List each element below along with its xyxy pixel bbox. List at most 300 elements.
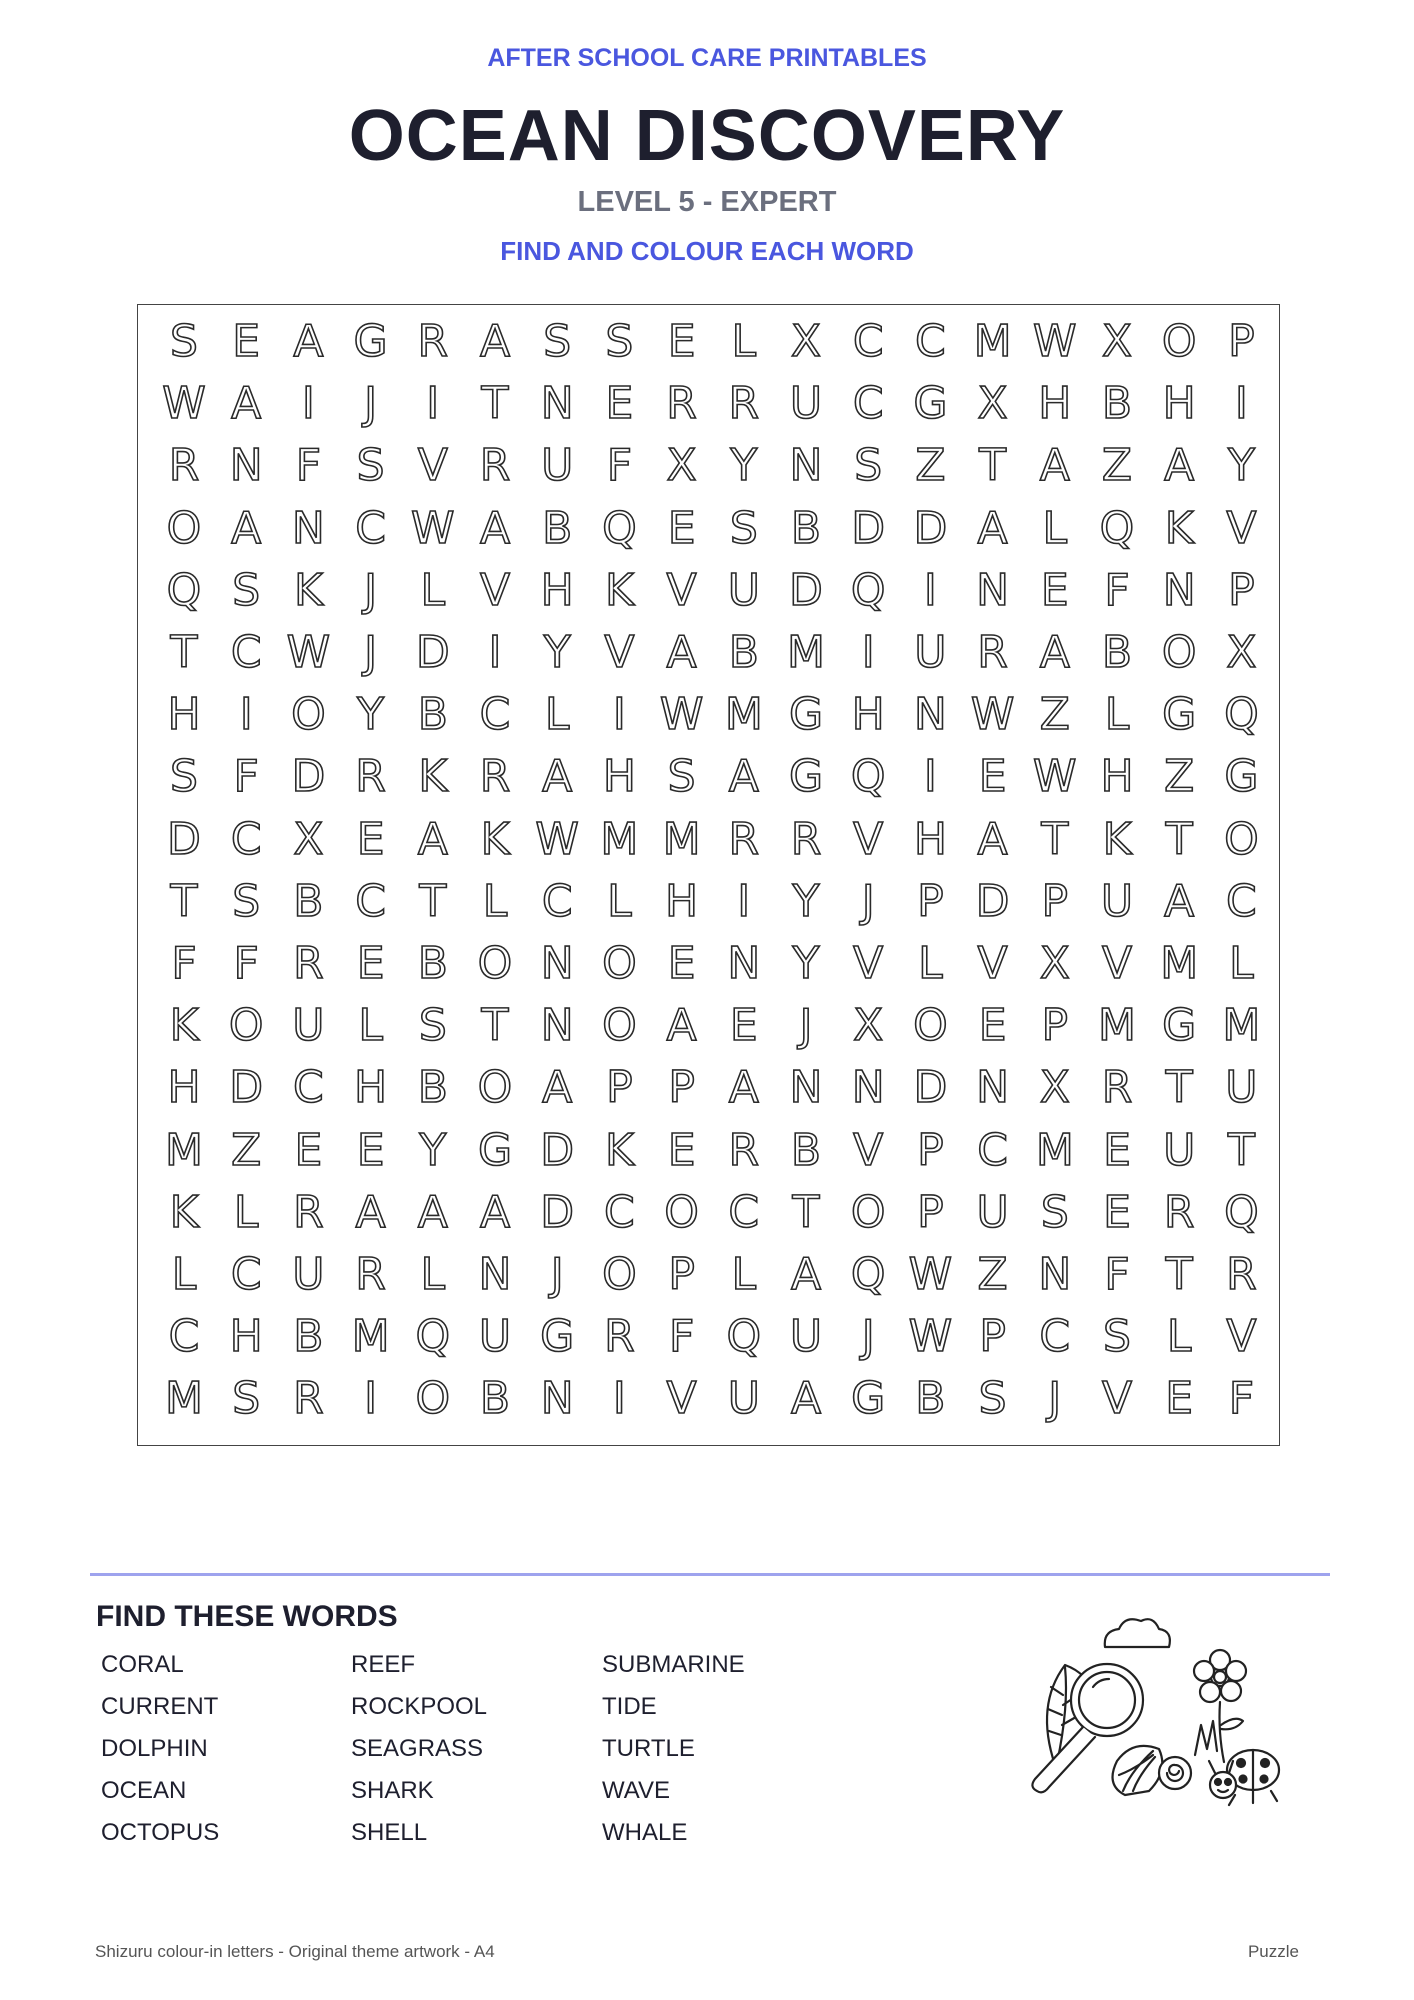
- grid-letter[interactable]: J: [364, 564, 378, 616]
- grid-letter[interactable]: T: [170, 875, 198, 927]
- grid-letter[interactable]: N: [789, 1062, 823, 1114]
- grid-letter[interactable]: F: [668, 1311, 695, 1363]
- grid-letter[interactable]: N: [976, 564, 1010, 616]
- grid-letter[interactable]: V: [1226, 1311, 1257, 1363]
- grid-letter[interactable]: S: [418, 1000, 447, 1052]
- grid-letter[interactable]: O: [602, 938, 637, 989]
- grid-letter[interactable]: W: [162, 378, 206, 430]
- grid-letter[interactable]: S: [356, 440, 385, 492]
- grid-letter[interactable]: Z: [1101, 440, 1133, 492]
- grid-letter[interactable]: A: [666, 1000, 697, 1052]
- grid-letter[interactable]: S: [170, 316, 198, 367]
- grid-letter[interactable]: R: [293, 1186, 324, 1238]
- grid-letter[interactable]: H: [851, 689, 885, 741]
- grid-letter[interactable]: O: [415, 1373, 451, 1425]
- grid-letter[interactable]: K: [480, 813, 510, 865]
- grid-letter[interactable]: C: [355, 502, 386, 554]
- grid-letter[interactable]: N: [976, 1062, 1010, 1114]
- grid-letter[interactable]: X: [977, 378, 1008, 430]
- grid-letter[interactable]: X: [1226, 627, 1257, 678]
- grid-letter[interactable]: J: [364, 627, 378, 678]
- grid-letter[interactable]: B: [790, 502, 822, 554]
- grid-letter[interactable]: Y: [792, 875, 820, 927]
- grid-letter[interactable]: B: [293, 1311, 324, 1363]
- grid-letter[interactable]: C: [541, 875, 573, 927]
- grid-letter[interactable]: N: [540, 938, 574, 989]
- grid-letter[interactable]: D: [540, 1124, 575, 1176]
- grid-letter[interactable]: V: [853, 813, 884, 865]
- grid-letter[interactable]: A: [231, 502, 262, 554]
- grid-letter[interactable]: K: [293, 564, 323, 616]
- grid-letter[interactable]: O: [477, 938, 513, 989]
- grid-letter[interactable]: C: [293, 1062, 324, 1114]
- grid-letter[interactable]: C: [1226, 875, 1257, 927]
- grid-letter[interactable]: D: [913, 502, 948, 554]
- grid-letter[interactable]: T: [481, 1000, 509, 1052]
- grid-letter[interactable]: R: [977, 627, 1008, 678]
- grid-letter[interactable]: B: [417, 689, 448, 741]
- grid-letter[interactable]: U: [1100, 875, 1134, 927]
- grid-letter[interactable]: A: [666, 627, 697, 678]
- grid-letter[interactable]: T: [1041, 813, 1069, 865]
- grid-letter[interactable]: Z: [915, 440, 946, 492]
- grid-letter[interactable]: B: [790, 1124, 822, 1176]
- grid-letter[interactable]: D: [789, 564, 823, 616]
- grid-letter[interactable]: I: [737, 875, 751, 927]
- grid-letter[interactable]: O: [1161, 627, 1197, 678]
- grid-letter[interactable]: M: [973, 316, 1012, 367]
- grid-letter[interactable]: O: [602, 1249, 637, 1300]
- grid-letter[interactable]: K: [418, 751, 448, 803]
- grid-letter[interactable]: C: [915, 316, 946, 367]
- grid-letter[interactable]: M: [724, 689, 763, 741]
- grid-letter[interactable]: X: [666, 440, 697, 492]
- grid-letter[interactable]: H: [354, 1062, 388, 1114]
- grid-letter[interactable]: U: [292, 1000, 325, 1052]
- grid-letter[interactable]: Z: [1164, 751, 1195, 803]
- grid-letter[interactable]: F: [233, 938, 259, 989]
- grid-letter[interactable]: S: [543, 316, 572, 367]
- grid-letter[interactable]: T: [1227, 1124, 1255, 1176]
- grid-letter[interactable]: C: [355, 875, 386, 927]
- grid-letter[interactable]: T: [792, 1186, 820, 1238]
- grid-letter[interactable]: W: [535, 813, 579, 865]
- grid-letter[interactable]: A: [1164, 875, 1195, 927]
- grid-letter[interactable]: Q: [1224, 689, 1259, 741]
- grid-letter[interactable]: Y: [792, 938, 820, 989]
- grid-letter[interactable]: S: [667, 751, 696, 803]
- grid-letter[interactable]: L: [171, 1249, 197, 1300]
- grid-letter[interactable]: K: [1164, 502, 1194, 554]
- grid-letter[interactable]: W: [908, 1311, 953, 1363]
- grid-letter[interactable]: G: [788, 751, 824, 803]
- grid-letter[interactable]: C: [728, 1186, 760, 1238]
- grid-letter[interactable]: F: [1104, 564, 1130, 616]
- grid-letter[interactable]: E: [667, 1124, 696, 1176]
- grid-letter[interactable]: A: [790, 1249, 822, 1300]
- grid-letter[interactable]: K: [604, 564, 634, 616]
- grid-letter[interactable]: I: [301, 378, 315, 430]
- grid-letter[interactable]: L: [1229, 938, 1254, 989]
- grid-letter[interactable]: M: [165, 1373, 203, 1425]
- grid-letter[interactable]: Q: [602, 502, 637, 554]
- grid-letter[interactable]: O: [602, 1000, 637, 1052]
- grid-letter[interactable]: P: [917, 1124, 944, 1176]
- grid-letter[interactable]: U: [727, 564, 760, 616]
- grid-letter[interactable]: E: [356, 938, 385, 989]
- grid-letter[interactable]: V: [977, 938, 1008, 989]
- grid-letter[interactable]: W: [286, 627, 331, 678]
- grid-letter[interactable]: V: [853, 938, 884, 989]
- grid-letter[interactable]: U: [789, 378, 823, 430]
- grid-letter[interactable]: T: [481, 378, 509, 430]
- grid-letter[interactable]: R: [1101, 1062, 1133, 1114]
- grid-letter[interactable]: C: [852, 378, 884, 430]
- grid-letter[interactable]: P: [606, 1062, 633, 1114]
- grid-letter[interactable]: A: [728, 751, 759, 803]
- grid-letter[interactable]: E: [232, 316, 261, 367]
- grid-letter[interactable]: Y: [1227, 440, 1255, 492]
- grid-letter[interactable]: B: [417, 938, 448, 989]
- grid-letter[interactable]: E: [294, 1124, 323, 1176]
- grid-letter[interactable]: G: [1224, 751, 1259, 803]
- grid-letter[interactable]: M: [1035, 1124, 1074, 1176]
- grid-letter[interactable]: Z: [1039, 689, 1070, 741]
- grid-letter[interactable]: W: [411, 502, 455, 554]
- grid-letter[interactable]: L: [607, 875, 632, 927]
- grid-letter[interactable]: M: [662, 813, 701, 865]
- grid-letter[interactable]: R: [293, 938, 324, 989]
- grid-letter[interactable]: U: [1225, 1062, 1258, 1114]
- grid-letter[interactable]: Q: [166, 564, 202, 616]
- grid-letter[interactable]: M: [600, 813, 639, 865]
- grid-letter[interactable]: I: [612, 689, 626, 741]
- grid-letter[interactable]: B: [293, 875, 324, 927]
- grid-letter[interactable]: R: [728, 1124, 760, 1176]
- grid-letter[interactable]: M: [165, 1124, 203, 1176]
- grid-letter[interactable]: L: [544, 689, 570, 741]
- grid-letter[interactable]: C: [977, 1124, 1008, 1176]
- grid-letter[interactable]: N: [291, 502, 325, 554]
- grid-letter[interactable]: C: [1039, 1311, 1071, 1363]
- grid-letter[interactable]: T: [979, 440, 1007, 492]
- grid-letter[interactable]: S: [170, 751, 198, 803]
- grid-letter[interactable]: S: [232, 564, 261, 616]
- grid-letter[interactable]: H: [602, 751, 636, 803]
- grid-letter[interactable]: F: [1228, 1373, 1255, 1425]
- grid-letter[interactable]: W: [970, 689, 1015, 741]
- grid-letter[interactable]: L: [358, 1000, 383, 1052]
- grid-letter[interactable]: G: [913, 378, 948, 430]
- grid-letter[interactable]: G: [540, 1311, 575, 1363]
- grid-letter[interactable]: D: [291, 751, 326, 803]
- grid-letter[interactable]: H: [1100, 751, 1134, 803]
- grid-letter[interactable]: Q: [1224, 1186, 1259, 1238]
- grid-letter[interactable]: T: [419, 875, 447, 927]
- grid-letter[interactable]: I: [861, 627, 875, 678]
- grid-letter[interactable]: L: [1104, 689, 1130, 741]
- grid-letter[interactable]: A: [542, 751, 573, 803]
- grid-letter[interactable]: P: [668, 1249, 695, 1300]
- grid-letter[interactable]: C: [230, 627, 262, 678]
- grid-letter[interactable]: M: [787, 627, 825, 678]
- grid-letter[interactable]: C: [479, 689, 511, 741]
- grid-letter[interactable]: U: [789, 1311, 823, 1363]
- grid-letter[interactable]: F: [171, 938, 197, 989]
- grid-letter[interactable]: A: [790, 1373, 822, 1425]
- grid-letter[interactable]: U: [292, 1249, 325, 1300]
- grid-letter[interactable]: M: [1160, 938, 1199, 989]
- grid-letter[interactable]: Z: [977, 1249, 1008, 1300]
- grid-letter[interactable]: S: [605, 316, 634, 367]
- grid-letter[interactable]: N: [540, 1000, 574, 1052]
- grid-letter[interactable]: B: [542, 502, 573, 554]
- grid-letter[interactable]: B: [1101, 378, 1133, 430]
- grid-letter[interactable]: Y: [419, 1124, 447, 1176]
- grid-letter[interactable]: P: [1041, 1000, 1069, 1052]
- grid-letter[interactable]: V: [666, 564, 697, 616]
- grid-letter[interactable]: A: [231, 378, 262, 430]
- grid-letter[interactable]: R: [417, 316, 449, 367]
- grid-letter[interactable]: R: [728, 813, 760, 865]
- grid-letter[interactable]: R: [604, 1311, 635, 1363]
- grid-letter[interactable]: A: [1039, 627, 1070, 678]
- grid-letter[interactable]: K: [169, 1000, 199, 1052]
- grid-letter[interactable]: N: [727, 938, 761, 989]
- grid-letter[interactable]: I: [426, 378, 440, 430]
- grid-letter[interactable]: L: [420, 1249, 446, 1300]
- grid-letter[interactable]: U: [914, 627, 947, 678]
- grid-letter[interactable]: E: [1040, 564, 1069, 616]
- grid-letter[interactable]: L: [1166, 1311, 1192, 1363]
- grid-letter[interactable]: F: [295, 440, 322, 492]
- grid-letter[interactable]: V: [1226, 502, 1257, 554]
- grid-letter[interactable]: E: [1165, 1373, 1194, 1425]
- grid-letter[interactable]: W: [908, 1249, 953, 1300]
- grid-letter[interactable]: P: [1228, 564, 1255, 616]
- grid-letter[interactable]: P: [1041, 875, 1069, 927]
- grid-letter[interactable]: E: [667, 502, 696, 554]
- grid-letter[interactable]: L: [233, 1186, 259, 1238]
- grid-letter[interactable]: C: [230, 1249, 262, 1300]
- grid-letter[interactable]: K: [1102, 813, 1132, 865]
- grid-letter[interactable]: O: [166, 502, 202, 554]
- grid-letter[interactable]: F: [233, 751, 259, 803]
- grid-letter[interactable]: R: [790, 813, 822, 865]
- grid-letter[interactable]: T: [1165, 1249, 1193, 1300]
- grid-letter[interactable]: L: [482, 875, 508, 927]
- grid-letter[interactable]: C: [230, 813, 262, 865]
- grid-letter[interactable]: Y: [357, 689, 385, 741]
- grid-letter[interactable]: L: [731, 316, 757, 367]
- grid-letter[interactable]: G: [477, 1124, 513, 1176]
- grid-letter[interactable]: C: [604, 1186, 635, 1238]
- grid-letter[interactable]: O: [850, 1186, 886, 1238]
- grid-letter[interactable]: H: [913, 813, 947, 865]
- grid-letter[interactable]: Q: [850, 1249, 886, 1300]
- grid-letter[interactable]: A: [417, 813, 448, 865]
- grid-letter[interactable]: A: [728, 1062, 759, 1114]
- grid-letter[interactable]: E: [667, 938, 696, 989]
- grid-letter[interactable]: O: [664, 1186, 699, 1238]
- grid-letter[interactable]: U: [478, 1311, 512, 1363]
- grid-letter[interactable]: M: [1098, 1000, 1136, 1052]
- grid-letter[interactable]: I: [612, 1373, 626, 1425]
- grid-letter[interactable]: A: [1039, 440, 1070, 492]
- grid-letter[interactable]: D: [415, 627, 450, 678]
- grid-letter[interactable]: V: [604, 627, 635, 678]
- grid-letter[interactable]: S: [1103, 1311, 1131, 1363]
- grid-letter[interactable]: X: [1039, 1062, 1070, 1114]
- grid-letter[interactable]: N: [478, 1249, 512, 1300]
- grid-letter[interactable]: T: [1165, 1062, 1193, 1114]
- grid-letter[interactable]: E: [978, 751, 1007, 803]
- grid-letter[interactable]: P: [668, 1062, 695, 1114]
- grid-letter[interactable]: R: [666, 378, 697, 430]
- grid-letter[interactable]: G: [1162, 689, 1197, 741]
- grid-letter[interactable]: Q: [415, 1311, 451, 1363]
- grid-letter[interactable]: H: [1162, 378, 1196, 430]
- grid-letter[interactable]: T: [1165, 813, 1193, 865]
- grid-letter[interactable]: V: [1101, 938, 1133, 989]
- grid-letter[interactable]: U: [1163, 1124, 1196, 1176]
- grid-letter[interactable]: G: [788, 689, 824, 741]
- grid-letter[interactable]: P: [979, 1311, 1006, 1363]
- grid-letter[interactable]: A: [417, 1186, 448, 1238]
- grid-letter[interactable]: D: [975, 875, 1010, 927]
- grid-letter[interactable]: E: [729, 1000, 758, 1052]
- grid-letter[interactable]: I: [239, 689, 253, 741]
- grid-letter[interactable]: K: [604, 1124, 634, 1176]
- grid-letter[interactable]: X: [853, 1000, 884, 1052]
- grid-letter[interactable]: U: [976, 1186, 1009, 1238]
- grid-letter[interactable]: I: [923, 564, 937, 616]
- grid-letter[interactable]: S: [854, 440, 883, 492]
- grid-letter[interactable]: Z: [231, 1124, 262, 1176]
- grid-letter[interactable]: X: [1101, 316, 1133, 367]
- grid-letter[interactable]: H: [540, 564, 574, 616]
- grid-letter[interactable]: E: [356, 1124, 385, 1176]
- grid-letter[interactable]: S: [729, 502, 758, 554]
- grid-letter[interactable]: R: [293, 1373, 324, 1425]
- grid-letter[interactable]: V: [666, 1373, 697, 1425]
- grid-letter[interactable]: S: [232, 875, 261, 927]
- grid-letter[interactable]: A: [355, 1186, 386, 1238]
- grid-letter[interactable]: G: [353, 316, 388, 367]
- grid-letter[interactable]: I: [488, 627, 502, 678]
- grid-letter[interactable]: H: [1038, 378, 1072, 430]
- grid-letter[interactable]: F: [1104, 1249, 1130, 1300]
- grid-letter[interactable]: D: [540, 1186, 575, 1238]
- grid-letter[interactable]: X: [293, 813, 324, 865]
- grid-letter[interactable]: A: [479, 316, 511, 367]
- grid-letter[interactable]: B: [915, 1373, 946, 1425]
- grid-letter[interactable]: A: [1164, 440, 1195, 492]
- grid-letter[interactable]: A: [479, 502, 511, 554]
- grid-letter[interactable]: N: [789, 440, 823, 492]
- grid-letter[interactable]: V: [1101, 1373, 1133, 1425]
- grid-letter[interactable]: R: [355, 1249, 386, 1300]
- grid-letter[interactable]: M: [1222, 1000, 1261, 1052]
- grid-letter[interactable]: N: [1038, 1249, 1072, 1300]
- grid-letter[interactable]: F: [606, 440, 633, 492]
- grid-letter[interactable]: E: [667, 316, 696, 367]
- grid-letter[interactable]: N: [1162, 564, 1196, 616]
- grid-letter[interactable]: V: [479, 564, 511, 616]
- grid-letter[interactable]: W: [1033, 751, 1077, 803]
- grid-letter[interactable]: J: [861, 1311, 875, 1363]
- grid-letter[interactable]: V: [417, 440, 448, 492]
- grid-letter[interactable]: V: [853, 1124, 884, 1176]
- grid-letter[interactable]: H: [167, 689, 201, 741]
- grid-letter[interactable]: J: [364, 378, 378, 430]
- grid-letter[interactable]: Y: [543, 627, 571, 678]
- grid-letter[interactable]: N: [229, 440, 263, 492]
- grid-letter[interactable]: L: [918, 938, 943, 989]
- grid-letter[interactable]: E: [978, 1000, 1007, 1052]
- grid-letter[interactable]: B: [1101, 627, 1133, 678]
- grid-letter[interactable]: P: [917, 875, 944, 927]
- grid-letter[interactable]: A: [542, 1062, 573, 1114]
- grid-letter[interactable]: W: [1033, 316, 1077, 367]
- grid-letter[interactable]: O: [1161, 316, 1197, 367]
- grid-letter[interactable]: R: [168, 440, 200, 492]
- grid-letter[interactable]: U: [541, 440, 574, 492]
- grid-letter[interactable]: R: [479, 440, 511, 492]
- grid-letter[interactable]: A: [977, 502, 1008, 554]
- grid-letter[interactable]: X: [1039, 938, 1070, 989]
- grid-letter[interactable]: H: [167, 1062, 201, 1114]
- grid-letter[interactable]: O: [913, 1000, 948, 1052]
- grid-letter[interactable]: S: [978, 1373, 1007, 1425]
- grid-letter[interactable]: E: [356, 813, 385, 865]
- grid-letter[interactable]: O: [1224, 813, 1259, 865]
- grid-letter[interactable]: R: [479, 751, 511, 803]
- grid-letter[interactable]: O: [477, 1062, 513, 1114]
- grid-letter[interactable]: K: [169, 1186, 199, 1238]
- grid-letter[interactable]: P: [917, 1186, 944, 1238]
- grid-letter[interactable]: N: [540, 1373, 574, 1425]
- grid-letter[interactable]: R: [1226, 1249, 1257, 1300]
- grid-letter[interactable]: L: [1042, 502, 1068, 554]
- grid-letter[interactable]: D: [913, 1062, 948, 1114]
- grid-letter[interactable]: G: [851, 1373, 886, 1425]
- grid-letter[interactable]: Q: [850, 564, 886, 616]
- grid-letter[interactable]: I: [923, 751, 937, 803]
- grid-letter[interactable]: T: [170, 627, 198, 678]
- grid-letter[interactable]: Q: [1099, 502, 1135, 554]
- grid-letter[interactable]: A: [977, 813, 1008, 865]
- grid-letter[interactable]: I: [1234, 378, 1248, 430]
- grid-letter[interactable]: L: [420, 564, 446, 616]
- grid-letter[interactable]: S: [232, 1373, 261, 1425]
- grid-letter[interactable]: E: [1103, 1186, 1131, 1238]
- grid-letter[interactable]: A: [293, 316, 324, 367]
- grid-letter[interactable]: B: [417, 1062, 448, 1114]
- grid-letter[interactable]: M: [351, 1311, 390, 1363]
- grid-letter[interactable]: N: [913, 689, 947, 741]
- grid-letter[interactable]: D: [851, 502, 886, 554]
- grid-letter[interactable]: B: [479, 1373, 511, 1425]
- grid-letter[interactable]: O: [291, 689, 326, 741]
- grid-letter[interactable]: I: [364, 1373, 378, 1425]
- grid-letter[interactable]: J: [550, 1249, 564, 1300]
- grid-letter[interactable]: A: [479, 1186, 511, 1238]
- grid-letter[interactable]: E: [1103, 1124, 1131, 1176]
- grid-letter[interactable]: L: [731, 1249, 757, 1300]
- grid-letter[interactable]: U: [727, 1373, 760, 1425]
- grid-letter[interactable]: N: [540, 378, 574, 430]
